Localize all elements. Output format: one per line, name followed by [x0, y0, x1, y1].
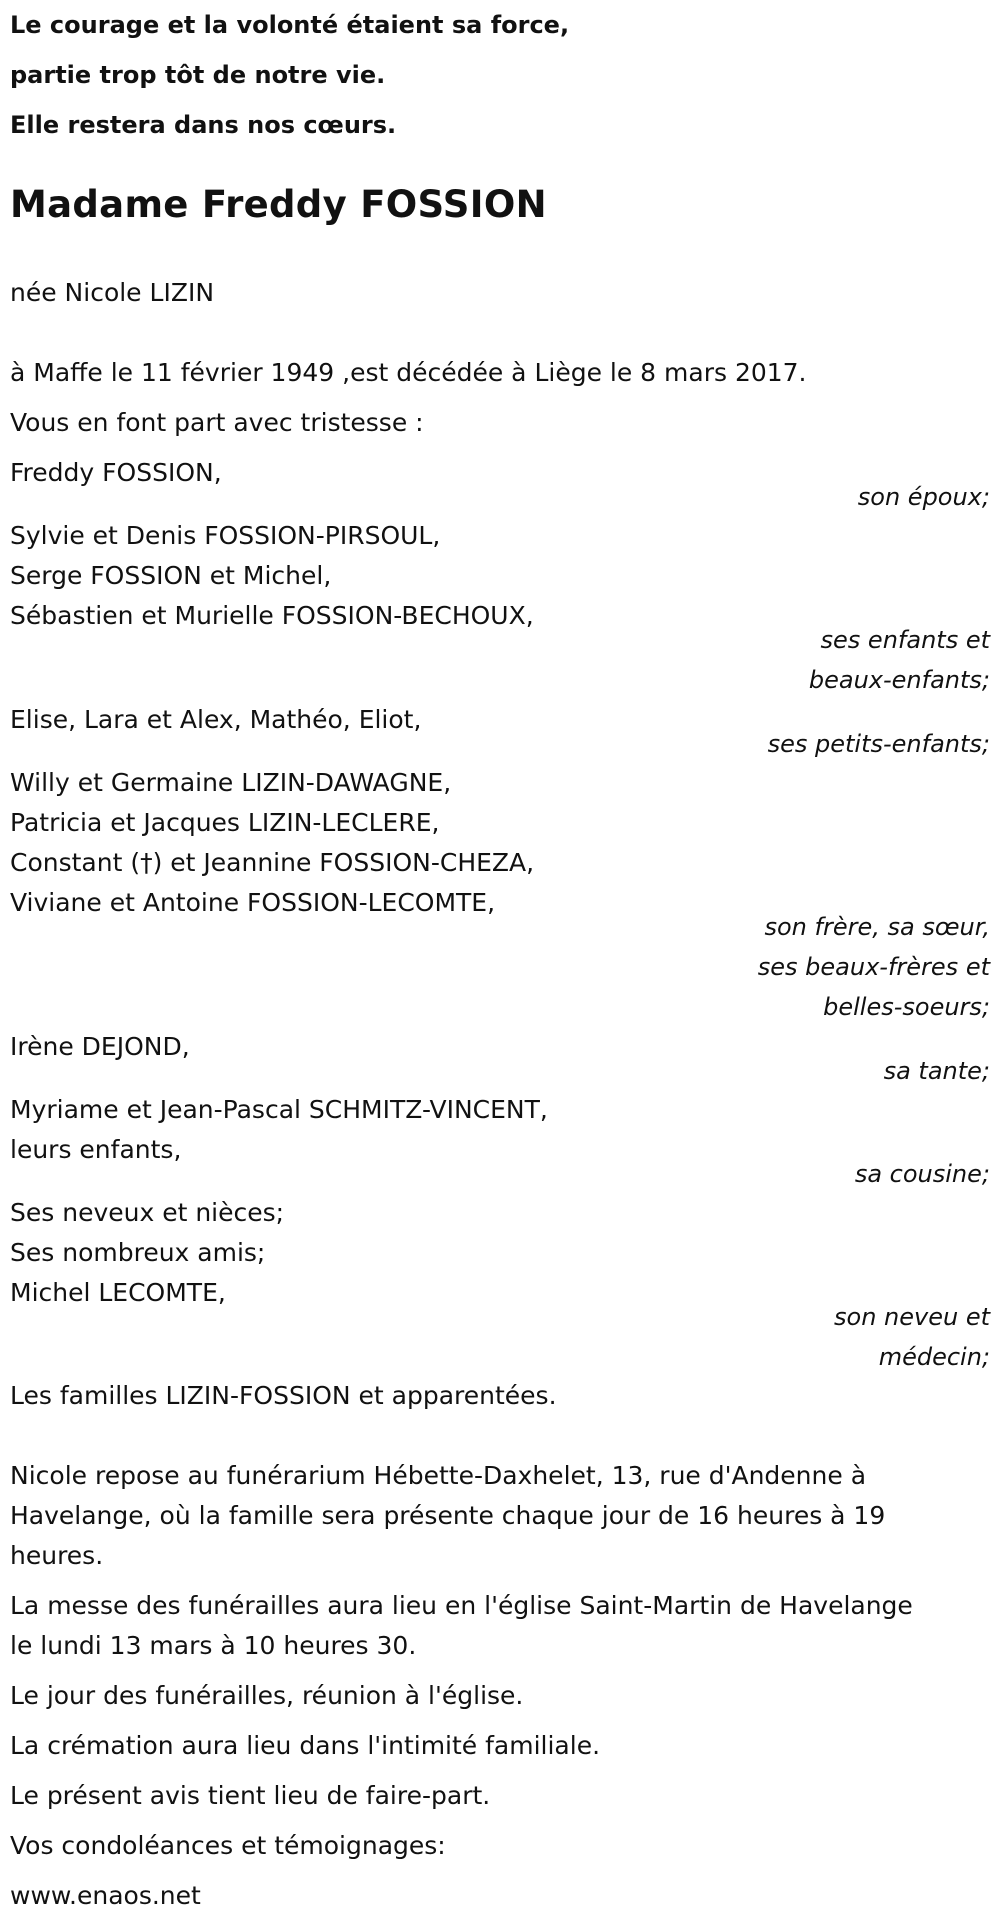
meeting-line: Le jour des funérailles, réunion à l'église.	[10, 1681, 524, 1710]
relation-line: sa tante;	[883, 1057, 990, 1085]
family-name-line: Elise, Lara et Alex, Mathéo, Eliot,	[10, 705, 422, 734]
family-name-line: Constant (†) et Jeannine FOSSION-CHEZA,	[10, 848, 535, 877]
funerarium-line: Nicole repose au funérarium Hébette-Daxhelet, 13, rue d'Andenne à	[10, 1461, 867, 1490]
relation-line: ses enfants et	[820, 626, 990, 654]
family-name-line: Patricia et Jacques LIZIN-LECLERE,	[10, 808, 440, 837]
family-name-line: leurs enfants,	[10, 1135, 182, 1164]
birth-death-line: à Maffe le 11 février 1949 ,est décédée à Liège le 8 mars 2017.	[10, 358, 807, 387]
family-name-line: Irène DEJOND,	[10, 1032, 190, 1061]
verse-line: Elle restera dans nos cœurs.	[10, 111, 397, 139]
announcement-line: Vous en font part avec tristesse :	[10, 408, 424, 437]
website-link[interactable]: www.enaos.net	[10, 1881, 201, 1910]
relation-line: son époux;	[857, 483, 990, 511]
family-name-line: Sébastien et Murielle FOSSION-BECHOUX,	[10, 601, 534, 630]
condolences-line: Vos condoléances et témoignages:	[10, 1831, 446, 1860]
funerarium-line: heures.	[10, 1541, 104, 1570]
verse-line: partie trop tôt de notre vie.	[10, 61, 386, 89]
family-name-line: Serge FOSSION et Michel,	[10, 561, 332, 590]
relation-line: médecin;	[878, 1343, 990, 1371]
family-name-line: Myriame et Jean-Pascal SCHMITZ-VINCENT,	[10, 1095, 548, 1124]
family-name-line: Ses neveux et nièces;	[10, 1198, 285, 1227]
relation-line: son neveu et	[834, 1303, 990, 1331]
mass-line: le lundi 13 mars à 10 heures 30.	[10, 1631, 417, 1660]
relation-line: belles-soeurs;	[823, 993, 990, 1021]
family-name-line: Sylvie et Denis FOSSION-PIRSOUL,	[10, 521, 441, 550]
deceased-name: Madame Freddy FOSSION	[10, 183, 547, 226]
families-line: Les familles LIZIN-FOSSION et apparentées.	[10, 1381, 557, 1410]
relation-line: sa cousine;	[854, 1160, 990, 1188]
maiden-name: née Nicole LIZIN	[10, 278, 215, 307]
family-name-line: Willy et Germaine LIZIN-DAWAGNE,	[10, 768, 452, 797]
family-name-line: Michel LECOMTE,	[10, 1278, 226, 1307]
relation-line: son frère, sa sœur,	[764, 913, 990, 941]
mass-line: La messe des funérailles aura lieu en l'église Saint-Martin de Havelange	[10, 1591, 913, 1620]
family-name-line: Ses nombreux amis;	[10, 1238, 266, 1267]
cremation-line: La crémation aura lieu dans l'intimité familiale.	[10, 1731, 601, 1760]
funerarium-line: Havelange, où la famille sera présente chaque jour de 16 heures à 19	[10, 1501, 886, 1530]
family-name-line: Freddy FOSSION,	[10, 458, 222, 487]
notice-line: Le présent avis tient lieu de faire-part.	[10, 1781, 491, 1810]
relation-line: ses petits-enfants;	[767, 730, 990, 758]
family-name-line: Viviane et Antoine FOSSION-LECOMTE,	[10, 888, 496, 917]
relation-line: ses beaux-frères et	[757, 953, 990, 981]
verse-line: Le courage et la volonté étaient sa force,	[10, 11, 570, 39]
relation-line: beaux-enfants;	[808, 666, 990, 694]
